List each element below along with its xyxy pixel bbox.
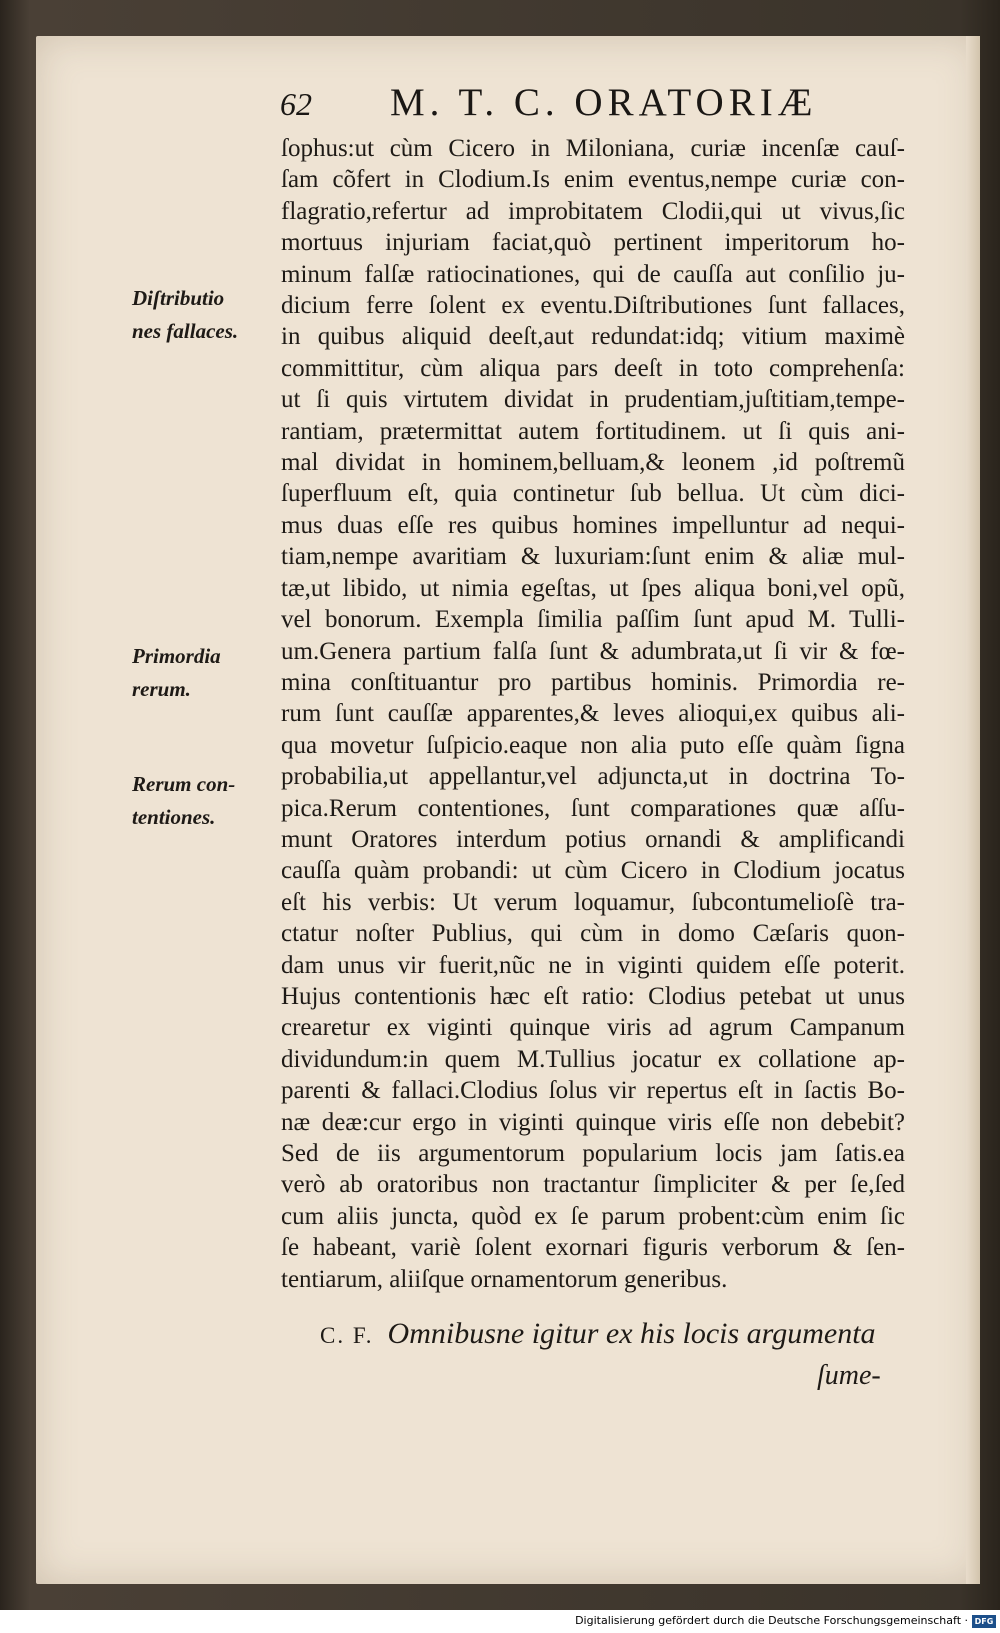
text-line: crearetur ex viginti quinque viris ad agrum Campanum: [281, 1014, 905, 1042]
text-line: tiam,nempe avaritiam & luxuriam:ſunt enim & aliæ mul-: [281, 543, 905, 571]
text-line: flagratio,refertur ad improbitatem Clodii,qui ut vivus,ſic: [281, 197, 905, 225]
text-line: tæ,ut libido, ut nimia egeſtas, ut ſpes aliqua boni,vel opũ,: [281, 574, 905, 602]
text-line: qua movetur ſuſpicio.eaque non alia puto eſſe quàm ſigna: [281, 731, 905, 759]
dialogue-question: Omnibusne igitur ex his locis argumenta: [387, 1317, 876, 1350]
text-line: ſuperfluum eſt, quia continetur ſub bellua. Ut cùm dici-: [281, 480, 905, 508]
margin-note-primordia: [132, 640, 272, 706]
text-line: Hujus contentionis hæc eſt ratio: Clodius petebat ut unus: [281, 982, 905, 1010]
text-line: dicium ferre ſolent ex eventu.Diſtributiones ſunt fallaces,: [281, 292, 905, 320]
text-line: rum ſunt cauſſæ apparentes,& leves alioqui,ex quibus ali-: [281, 700, 905, 728]
text-line: minum falſæ ratiocinationes, qui de cauſſa aut conſilio ju-: [281, 260, 905, 288]
text-line: in quibus aliquid deeſt,aut redundat:idq; vitium maximè: [281, 323, 905, 351]
body-text: [281, 133, 905, 1295]
margin-note-distributiones: [132, 282, 272, 348]
margin-note-line: rerum.: [132, 677, 191, 701]
text-line: mortuus injuriam faciat,quò pertinent imperitorum ho-: [281, 229, 905, 257]
text-line: cum aliis juncta, quòd ex ſe parum probent:cùm enim ſic: [281, 1202, 905, 1230]
text-line: munt Oratores interdum potius ornandi & amplificandi: [281, 825, 905, 853]
text-line: probabilia,ut appellantur,vel adjuncta,ut in doctrina To-: [281, 763, 905, 791]
margin-note-contentiones: [132, 768, 272, 834]
page-header: [280, 80, 880, 136]
text-line: um.Genera partium falſa ſunt & adumbrata,ut ſi vir & fœ-: [281, 637, 905, 665]
text-line: Sed de iis argumentorum popularium locis jam ſatis.ea: [281, 1140, 905, 1167]
text-line: committitur, cùm aliqua pars deeſt in toto comprehenſa:: [281, 354, 905, 382]
text-line: pica.Rerum contentiones, ſunt comparationes quæ aſſu-: [281, 794, 905, 822]
page-number: 62: [280, 86, 312, 122]
text-line: parenti & fallaci.Clodius ſolus vir repertus eſt in ſactis Bo-: [281, 1077, 905, 1105]
text-line: ut ſi quis virtutem dividat in prudentiam,juſtitiam,tempe-: [281, 386, 905, 414]
margin-note-line: tentiones.: [132, 805, 216, 829]
page-edge: [966, 36, 980, 1584]
text-line: vel bonorum. Exempla ſimilia paſſim ſunt apud M. Tulli-: [281, 606, 905, 634]
text-line: dam unus vir fuerit,nũc ne in viginti quidem eſſe poterit.: [281, 951, 905, 979]
catchword: ſume-: [817, 1360, 881, 1391]
text-line: rantiam, prætermittat autem fortitudinem. ut ſi quis ani-: [281, 417, 905, 445]
text-line: ctatur noſter Publius, qui cùm in domo Cæſaris quon-: [281, 920, 905, 948]
margin-note-line: Diſtributio: [132, 286, 225, 310]
footer-credit: Digitalisierung gefördert durch die Deutsche Forschungsgemeinschaft ·: [575, 1614, 968, 1627]
running-title: M. T. C. ORATORIÆ: [390, 81, 818, 124]
text-line: cauſſa quàm probandi: ut cùm Cicero in Clodium jocatus: [281, 857, 905, 885]
text-line: eſt his verbis: Ut verum loquamur, ſubcontumelioſè tra-: [281, 888, 905, 916]
text-line: mina conſtituantur pro partibus hominis. Primordia re-: [281, 668, 905, 696]
text-line: tentiarum, aliiſque ornamentorum generibus.: [281, 1265, 728, 1293]
margin-note-line: nes fallaces.: [132, 319, 239, 343]
dialogue-line: [320, 1317, 900, 1351]
margin-note-line: Rerum con-: [132, 772, 236, 796]
text-line: næ deæ:cur ergo in viginti quinque viris eſſe non debebit?: [281, 1108, 905, 1136]
margin-note-line: Primordia: [132, 644, 221, 668]
digitization-footer: [0, 1610, 1000, 1633]
text-line: dividundum:in quem M.Tullius jocatur ex collatione ap-: [281, 1045, 905, 1073]
text-line: ſe habeant, variè ſolent exornari figuris verborum & ſen-: [281, 1234, 905, 1262]
text-line: ſophus:ut cùm Cicero in Miloniana, curiæ incenſæ cauſ-: [281, 135, 905, 162]
text-line: verò ab oratoribus non tractantur ſimpliciter & per ſe,ſed: [281, 1171, 905, 1199]
text-line: mal dividat in hominem,belluam,& leonem ,id poſtremũ: [281, 449, 905, 477]
text-line: ſam cõfert in Clodium.Is enim eventus,nempe curiæ con-: [281, 166, 905, 194]
text-line: mus duas eſſe res quibus homines impelluntur ad nequi-: [281, 511, 905, 539]
dfg-logo: DFG: [972, 1615, 996, 1628]
speaker-label: C. F.: [320, 1323, 374, 1348]
